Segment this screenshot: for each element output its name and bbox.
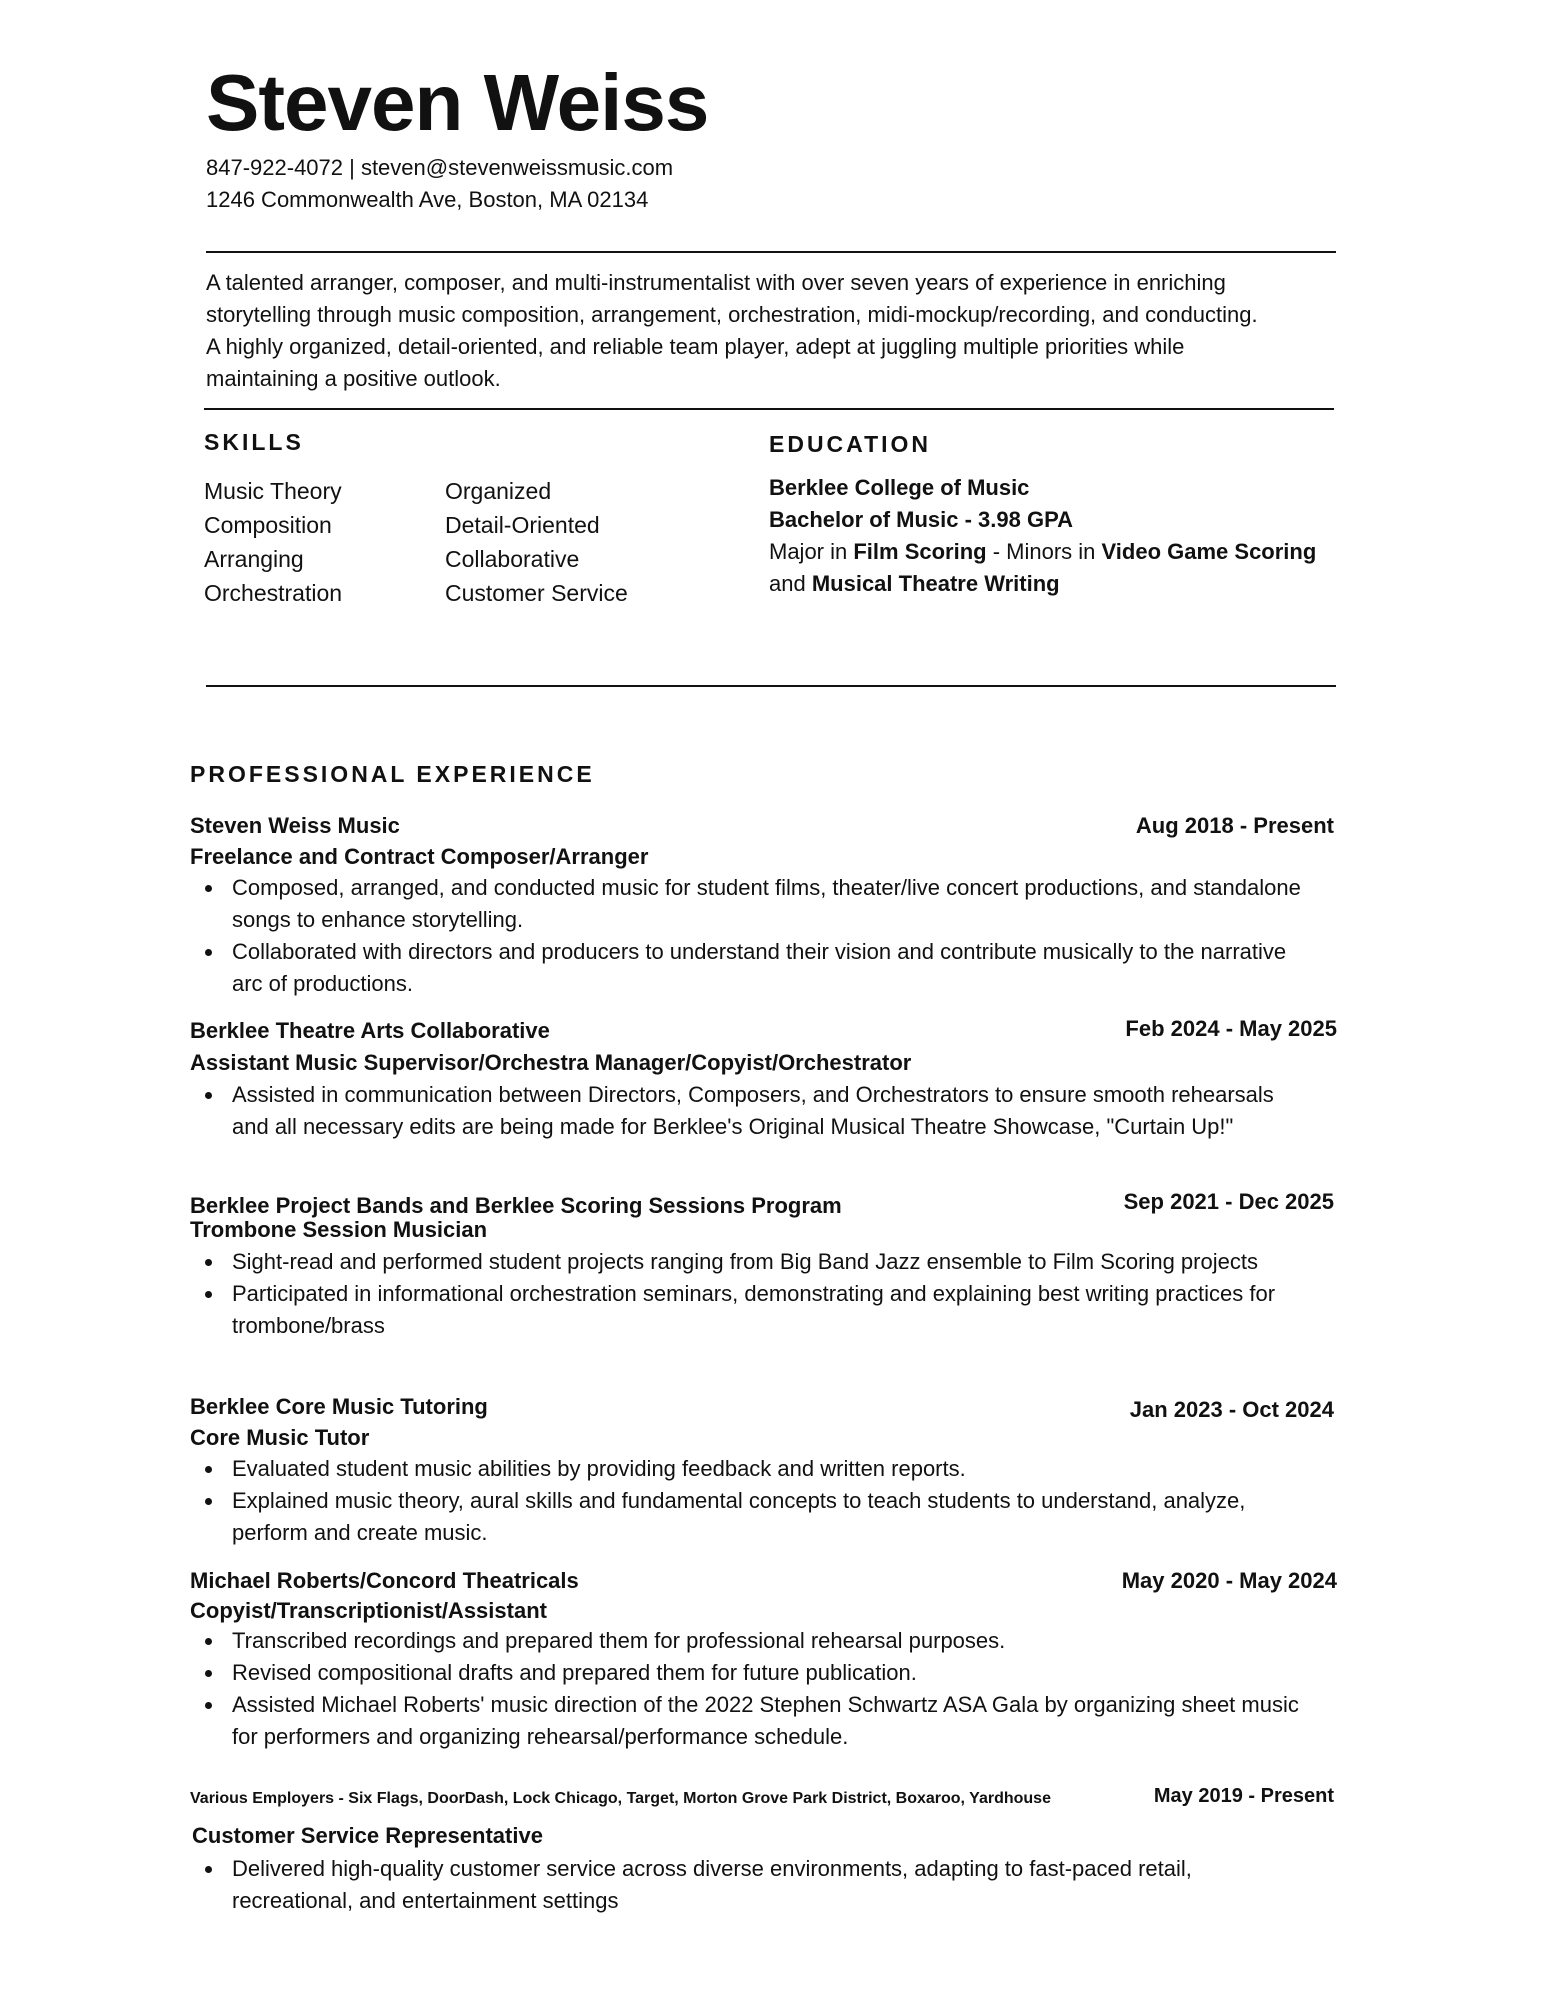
divider xyxy=(206,685,1336,687)
job-company: Berklee Project Bands and Berklee Scoring Sessions Program xyxy=(190,1193,842,1218)
experience-heading: PROFESSIONAL EXPERIENCE xyxy=(190,761,595,787)
minors-prefix: - Minors in xyxy=(986,539,1102,564)
job-bullets xyxy=(192,1246,1322,1342)
bullet-item: Collaborated with directors and producers to understand their vision and contribute musically to the narrative arc of productions. xyxy=(192,936,1312,1000)
job-bullets xyxy=(192,1625,1322,1753)
minor-2: Musical Theatre Writing xyxy=(811,571,1060,596)
job-company: Various Employers - Six Flags, DoorDash, Lock Chicago, Target, Morton Grove Park District, Boxaroo, Yardhouse xyxy=(190,1790,1051,1807)
job-bullets xyxy=(192,1853,1302,1917)
job-company: Berklee Theatre Arts Collaborative xyxy=(190,1018,550,1043)
job-role: Customer Service Representative xyxy=(192,1823,543,1848)
major-line xyxy=(769,536,1349,568)
and-text: and xyxy=(769,571,812,596)
job-date: May 2020 - May 2024 xyxy=(1121,1568,1337,1593)
job-bullets xyxy=(192,1453,1322,1549)
skill-item: Music Theory xyxy=(204,478,342,504)
bullet-item: Assisted Michael Roberts' music direction of the 2022 Stephen Schwartz ASA Gala by organizing sheet music for performers and organizing rehearsal/performance schedule. xyxy=(192,1689,1322,1753)
bullet-item: Participated in informational orchestration seminars, demonstrating and explaining best writing practices for trombone/brass xyxy=(192,1278,1322,1342)
skill-item: Detail-Oriented xyxy=(445,512,600,538)
job-company: Steven Weiss Music xyxy=(190,813,400,838)
bullet-item: Explained music theory, aural skills and fundamental concepts to teach students to understand, analyze, perform and create music. xyxy=(192,1485,1322,1549)
bullet-item: Assisted in communication between Directors, Composers, and Orchestrators to ensure smooth rehearsals and all necessary edits are being made for Berklee's Original Musical Theatre Showcase, "Curtain Up!" xyxy=(192,1079,1302,1143)
job-bullets xyxy=(192,1079,1302,1143)
bullet-item: Transcribed recordings and prepared them for professional rehearsal purposes. xyxy=(192,1625,1322,1657)
job-date: Aug 2018 - Present xyxy=(1135,813,1334,838)
job-role: Core Music Tutor xyxy=(190,1425,370,1450)
minor-1: Video Game Scoring xyxy=(1101,539,1317,564)
summary-line: A talented arranger, composer, and multi-instrumentalist with over seven years of experience in enriching xyxy=(206,270,1226,295)
summary-line: A highly organized, detail-oriented, and reliable team player, adept at juggling multiple priorities while xyxy=(206,334,1185,359)
skills-column-2 xyxy=(445,474,628,610)
job-bullets xyxy=(192,872,1312,1000)
skill-item: Arranging xyxy=(204,546,304,572)
job-role: Freelance and Contract Composer/Arranger xyxy=(190,844,649,869)
bullet-item: Sight-read and performed student projects ranging from Big Band Jazz ensemble to Film Scoring projects xyxy=(192,1246,1322,1278)
bullet-item: Composed, arranged, and conducted music for student films, theater/live concert productions, and standalone songs to enhance storytelling. xyxy=(192,872,1312,936)
divider xyxy=(206,251,1336,253)
major-prefix: Major in xyxy=(769,539,854,564)
job-company: Michael Roberts/Concord Theatricals xyxy=(190,1568,579,1593)
skill-item: Organized xyxy=(445,478,552,504)
contact-address: 1246 Commonwealth Ave, Boston, MA 02134 xyxy=(206,187,649,212)
job-date: Feb 2024 - May 2025 xyxy=(1125,1016,1337,1041)
bullet-item: Delivered high-quality customer service across diverse environments, adapting to fast-paced retail, recreational, and entertainment settings xyxy=(192,1853,1302,1917)
skills-heading: SKILLS xyxy=(204,429,304,455)
summary-line: storytelling through music composition, arrangement, orchestration, midi-mockup/recording, and conducting. xyxy=(206,302,1258,327)
skill-item: Orchestration xyxy=(204,580,343,606)
skills-column-1 xyxy=(204,474,342,610)
summary xyxy=(206,267,1346,395)
contact-phone-email: 847-922-4072 | steven@stevenweissmusic.com xyxy=(206,155,674,180)
degree: Bachelor of Music - 3.98 GPA xyxy=(769,507,1074,532)
skill-item: Composition xyxy=(204,512,332,538)
bullet-item: Revised compositional drafts and prepared them for future publication. xyxy=(192,1657,1322,1689)
job-date: May 2019 - Present xyxy=(1153,1785,1334,1807)
job-date: Sep 2021 - Dec 2025 xyxy=(1123,1189,1334,1214)
job-role: Assistant Music Supervisor/Orchestra Manager/Copyist/Orchestrator xyxy=(190,1050,912,1075)
minor-line xyxy=(769,568,1349,600)
bullet-item: Evaluated student music abilities by providing feedback and written reports. xyxy=(192,1453,1322,1485)
education-heading: EDUCATION xyxy=(769,431,932,457)
job-role: Copyist/Transcriptionist/Assistant xyxy=(190,1598,547,1623)
divider xyxy=(204,408,1334,410)
candidate-name: Steven Weiss xyxy=(206,58,709,147)
skill-item: Customer Service xyxy=(445,580,628,606)
summary-line: maintaining a positive outlook. xyxy=(206,366,501,391)
school-name: Berklee College of Music xyxy=(769,475,1030,500)
major: Film Scoring xyxy=(853,539,987,564)
job-role: Trombone Session Musician xyxy=(190,1217,488,1242)
job-company: Berklee Core Music Tutoring xyxy=(190,1394,488,1419)
skill-item: Collaborative xyxy=(445,546,580,572)
education-block xyxy=(769,472,1349,600)
job-date: Jan 2023 - Oct 2024 xyxy=(1129,1397,1334,1422)
